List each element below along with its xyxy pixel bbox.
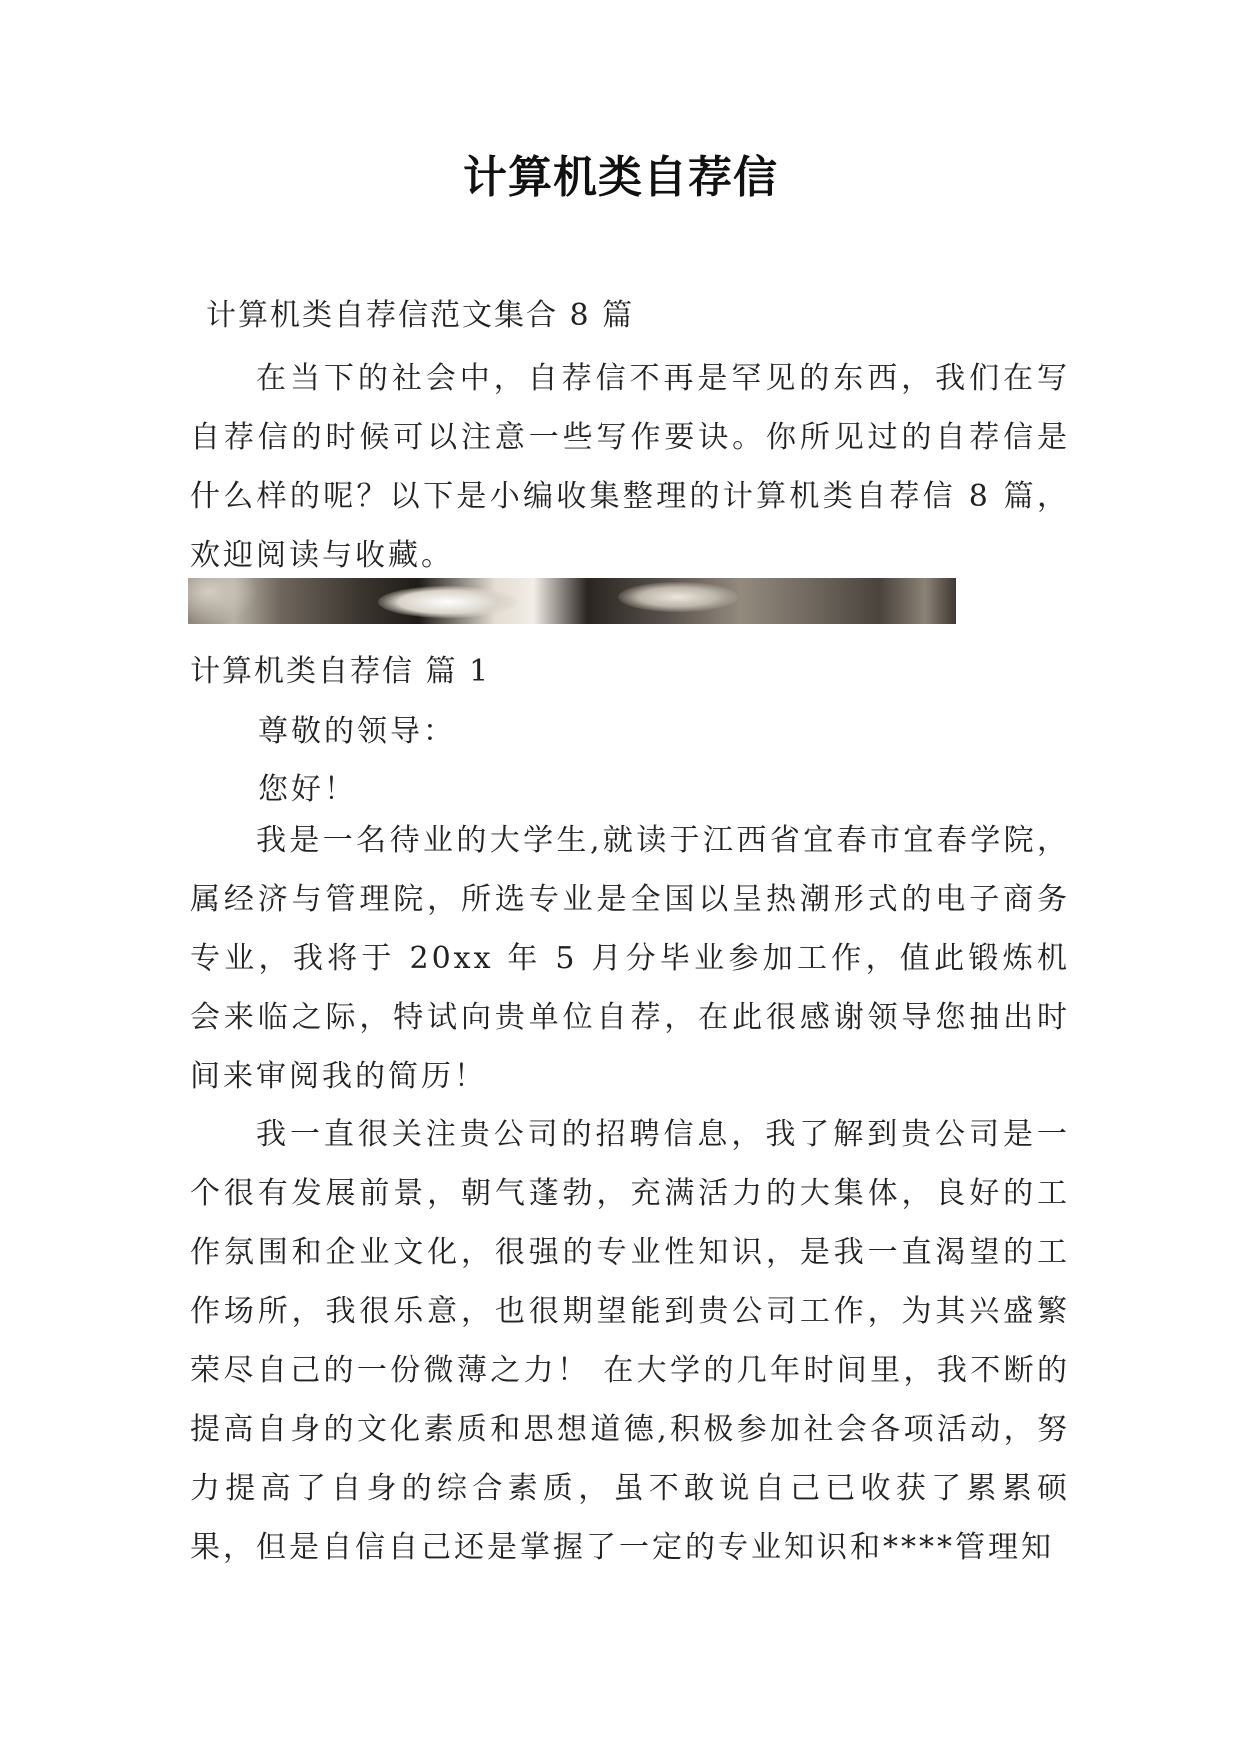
body-paragraph: 我是一名待业的大学生,就读于江西省宜春市宜春学院，属经济与管理院，所选专业是全国以呈热潮形式的电子商务专业，我将于 20xx 年 5 月分毕业参加工作，值此锻炼机会来临之际，特试向贵单位自荐，在此很感谢领导您抽出时间来审阅我的简历！ [190,823,1070,1094]
document-subtitle: 计算机类自荐信范文集合 8 篇 [206,298,635,333]
photo-highlight [618,582,738,612]
document-title: 计算机类自荐信 [463,152,778,203]
decorative-photo [188,578,956,624]
intro-paragraph: 在当下的社会中，自荐信不再是罕见的东西，我们在写自荐信的时候可以注意一些写作要诀。你所见过的自荐信是什么样的呢？以下是小编收集整理的计算机类自荐信 8 篇，欢迎阅读与收藏。 [190,361,1070,573]
section-heading: 计算机类自荐信 篇 1 [190,654,491,689]
body-paragraph: 我一直很关注贵公司的招聘信息，我了解到贵公司是一个很有发展前景，朝气蓬勃，充满活力的大集体，良好的工作氛围和企业文化，很强的专业性知识，是我一直渴望的工作场所，我很乐意，也很期望能到贵公司工作，为其兴盛繁荣尽自己的一份微薄之力！ 在大学的几年时间里，我不断的提高自身的文化素质和思想道德,积极参加社会各项活动，努力提高了自身的综合素质，虽不敢说自己已收获了累累硕果，但是自信自己还是掌握了一定的专业知识和****管理知 [190,1117,1070,1565]
greeting: 您好！ [258,772,357,807]
photo-highlight [188,578,258,624]
salutation: 尊敬的领导： [258,714,456,749]
photo-highlight [378,586,518,618]
